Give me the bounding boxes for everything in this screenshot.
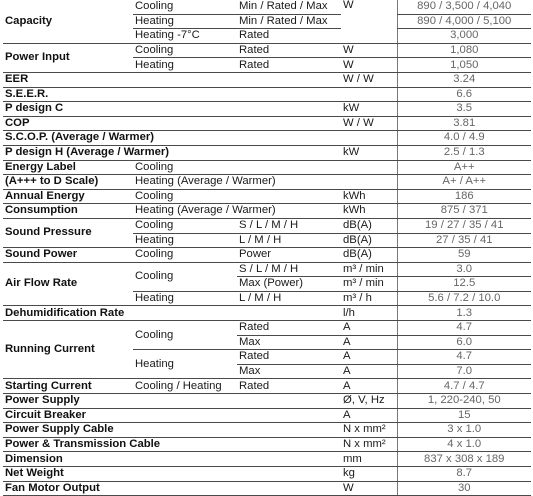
- value-cell: 7.0: [397, 364, 531, 379]
- value-cell: 12.5: [397, 277, 531, 292]
- row-label-power-supply: Power Supply: [3, 394, 341, 409]
- value-cell: 875 / 371: [397, 204, 531, 219]
- row-label-energy-label: Energy Label: [3, 160, 133, 175]
- unit-cell: mm: [341, 452, 397, 467]
- table-row: [3, 306, 531, 321]
- value-cell: 19 / 27 / 35 / 41: [397, 218, 531, 233]
- value-cell: 1.3: [397, 306, 531, 321]
- row-label-circuit-breaker: Circuit Breaker: [3, 408, 341, 423]
- condition-cell: Rated: [237, 58, 341, 73]
- unit-cell: Ø, V, Hz: [341, 394, 397, 409]
- unit-cell: A: [341, 321, 397, 336]
- value-cell: 4.7 / 4.7: [397, 379, 531, 394]
- table-row: [3, 452, 531, 467]
- value-cell: 6.0: [397, 335, 531, 350]
- table-row: [3, 72, 531, 87]
- mode-cell: Heating (Average / Warmer): [133, 204, 341, 219]
- row-label-annual-energy: Annual Energy: [3, 189, 133, 204]
- mode-cell: Cooling: [133, 160, 397, 175]
- row-label-power-transmission-cable: Power & Transmission Cable: [3, 437, 341, 452]
- table-row: [3, 423, 531, 438]
- table-row: [3, 131, 531, 146]
- row-label-cop: COP: [3, 116, 341, 131]
- table-row: [3, 189, 531, 204]
- unit-cell: kg: [341, 467, 397, 482]
- unit-cell: A: [341, 350, 397, 365]
- value-cell: 4 x 1.0: [397, 437, 531, 452]
- unit-cell: A: [341, 408, 397, 423]
- table-row: [3, 116, 531, 131]
- value-cell: 6.6: [397, 87, 531, 102]
- table-row: [3, 467, 531, 482]
- table-row: [3, 379, 531, 394]
- row-label-capacity: Capacity: [3, 0, 133, 43]
- mode-cell: Heating: [133, 58, 237, 73]
- unit-cell: m³ / h: [341, 291, 397, 306]
- unit-cell: kW: [341, 145, 397, 160]
- table-row: [3, 204, 531, 219]
- condition-cell: Rated: [237, 321, 341, 336]
- unit-cell: l/h: [341, 306, 397, 321]
- mode-cell: Heating: [133, 350, 237, 379]
- unit-cell: W / W: [341, 116, 397, 131]
- value-cell: 59: [397, 248, 531, 263]
- condition-cell: Max: [237, 335, 341, 350]
- value-cell: A++: [397, 160, 531, 175]
- mode-cell: Heating (Average / Warmer): [133, 175, 397, 190]
- row-label-seer: S.E.E.R.: [3, 87, 397, 102]
- mode-cell: Cooling: [133, 0, 237, 14]
- row-label-running-current: Running Current: [3, 321, 133, 379]
- condition-cell: Min / Rated / Max: [237, 14, 341, 29]
- value-cell: 890 / 3,500 / 4,040: [397, 0, 531, 14]
- condition-cell: S / L / M / H: [237, 218, 341, 233]
- value-cell: 15: [397, 408, 531, 423]
- unit-cell: dB(A): [341, 233, 397, 248]
- value-cell: 4.0 / 4.9: [397, 131, 531, 146]
- condition-cell: Rated: [237, 29, 341, 44]
- mode-cell: Heating: [133, 233, 237, 248]
- row-label-power-input: Power Input: [3, 43, 133, 72]
- table-row: [3, 262, 531, 277]
- row-label-power-supply-cable: Power Supply Cable: [3, 423, 341, 438]
- value-cell: 3.0: [397, 262, 531, 277]
- mode-cell: Cooling: [133, 248, 237, 263]
- unit-cell: kWh: [341, 204, 397, 219]
- condition-cell: Rated: [237, 350, 341, 365]
- value-cell: 3.5: [397, 102, 531, 117]
- condition-cell: Power: [237, 248, 341, 263]
- condition-cell: Rated: [237, 43, 341, 58]
- value-cell: 8.7: [397, 467, 531, 482]
- table-row: [3, 43, 531, 58]
- row-label-air-flow-rate: Air Flow Rate: [3, 262, 133, 306]
- mode-cell: Cooling: [133, 262, 237, 291]
- unit-cell: dB(A): [341, 248, 397, 263]
- row-label-net-weight: Net Weight: [3, 467, 341, 482]
- value-cell: 4.7: [397, 321, 531, 336]
- table-row: [3, 394, 531, 409]
- unit-cell: m³ / min: [341, 262, 397, 277]
- mode-cell: Cooling: [133, 321, 237, 350]
- row-label-p-design-h: P design H (Average / Warmer): [3, 145, 341, 160]
- mode-cell: Cooling: [133, 43, 237, 58]
- unit-cell: dB(A): [341, 218, 397, 233]
- table-row: [3, 87, 531, 102]
- table-row: [3, 0, 531, 14]
- row-label-energy-scale: (A+++ to D Scale): [3, 175, 133, 190]
- row-label-sound-power: Sound Power: [3, 248, 133, 263]
- mode-cell: Heating -7°C: [133, 29, 237, 44]
- unit-cell: A: [341, 364, 397, 379]
- table-row: [3, 218, 531, 233]
- table-row: [3, 248, 531, 263]
- condition-cell: Max (Power): [237, 277, 341, 292]
- table-row: [3, 160, 531, 175]
- mode-cell: Cooling / Heating: [133, 379, 237, 394]
- condition-cell: L / M / H: [237, 233, 341, 248]
- row-label-scop: S.C.O.P. (Average / Warmer): [3, 131, 397, 146]
- row-label-fan-motor-output: Fan Motor Output: [3, 481, 341, 496]
- table-row: [3, 321, 531, 336]
- table-row: [3, 408, 531, 423]
- condition-cell: Max: [237, 364, 341, 379]
- value-cell: 3.81: [397, 116, 531, 131]
- value-cell: 186: [397, 189, 531, 204]
- value-cell: 890 / 4,000 / 5,100: [397, 14, 531, 29]
- row-label-sound-pressure: Sound Pressure: [3, 218, 133, 247]
- unit-cell: W: [341, 481, 397, 496]
- unit-cell: m³ / min: [341, 277, 397, 292]
- table-row: [3, 145, 531, 160]
- value-cell: 3 x 1.0: [397, 423, 531, 438]
- value-cell: 4.7: [397, 350, 531, 365]
- row-label-dehumidification-rate: Dehumidification Rate: [3, 306, 341, 321]
- condition-cell: S / L / M / H: [237, 262, 341, 277]
- value-cell: 30: [397, 481, 531, 496]
- unit-cell: W: [341, 58, 397, 73]
- value-cell: 2.5 / 1.3: [397, 145, 531, 160]
- row-label-starting-current: Starting Current: [3, 379, 133, 394]
- value-cell: 27 / 35 / 41: [397, 233, 531, 248]
- row-label-dimension: Dimension: [3, 452, 341, 467]
- row-label-consumption: Consumption: [3, 204, 133, 219]
- condition-cell: Min / Rated / Max: [237, 0, 341, 14]
- unit-cell: N x mm²: [341, 423, 397, 438]
- unit-cell: W: [341, 0, 397, 43]
- mode-cell: Cooling: [133, 218, 237, 233]
- unit-cell: A: [341, 379, 397, 394]
- value-cell: 3,000: [397, 29, 531, 44]
- condition-cell: L / M / H: [237, 291, 341, 306]
- table-row: [3, 102, 531, 117]
- unit-cell: A: [341, 335, 397, 350]
- value-cell: 837 x 308 x 189: [397, 452, 531, 467]
- value-cell: 1,050: [397, 58, 531, 73]
- value-cell: 1,080: [397, 43, 531, 58]
- row-label-eer: EER: [3, 72, 341, 87]
- table-row: [3, 175, 531, 190]
- value-cell: 5.6 / 7.2 / 10.0: [397, 291, 531, 306]
- value-cell: A+ / A++: [397, 175, 531, 190]
- table-row: [3, 481, 531, 496]
- row-label-p-design-c: P design C: [3, 102, 341, 117]
- mode-cell: Heating: [133, 291, 237, 306]
- value-cell: 1, 220-240, 50: [397, 394, 531, 409]
- unit-cell: W / W: [341, 72, 397, 87]
- mode-cell: Heating: [133, 14, 237, 29]
- unit-cell: kW: [341, 102, 397, 117]
- unit-cell: kWh: [341, 189, 397, 204]
- condition-cell: Rated: [237, 379, 341, 394]
- specifications-table: [3, 0, 531, 496]
- value-cell: 3.24: [397, 72, 531, 87]
- mode-cell: Cooling: [133, 189, 341, 204]
- unit-cell: W: [341, 43, 397, 58]
- table-row: [3, 437, 531, 452]
- unit-cell: N x mm²: [341, 437, 397, 452]
